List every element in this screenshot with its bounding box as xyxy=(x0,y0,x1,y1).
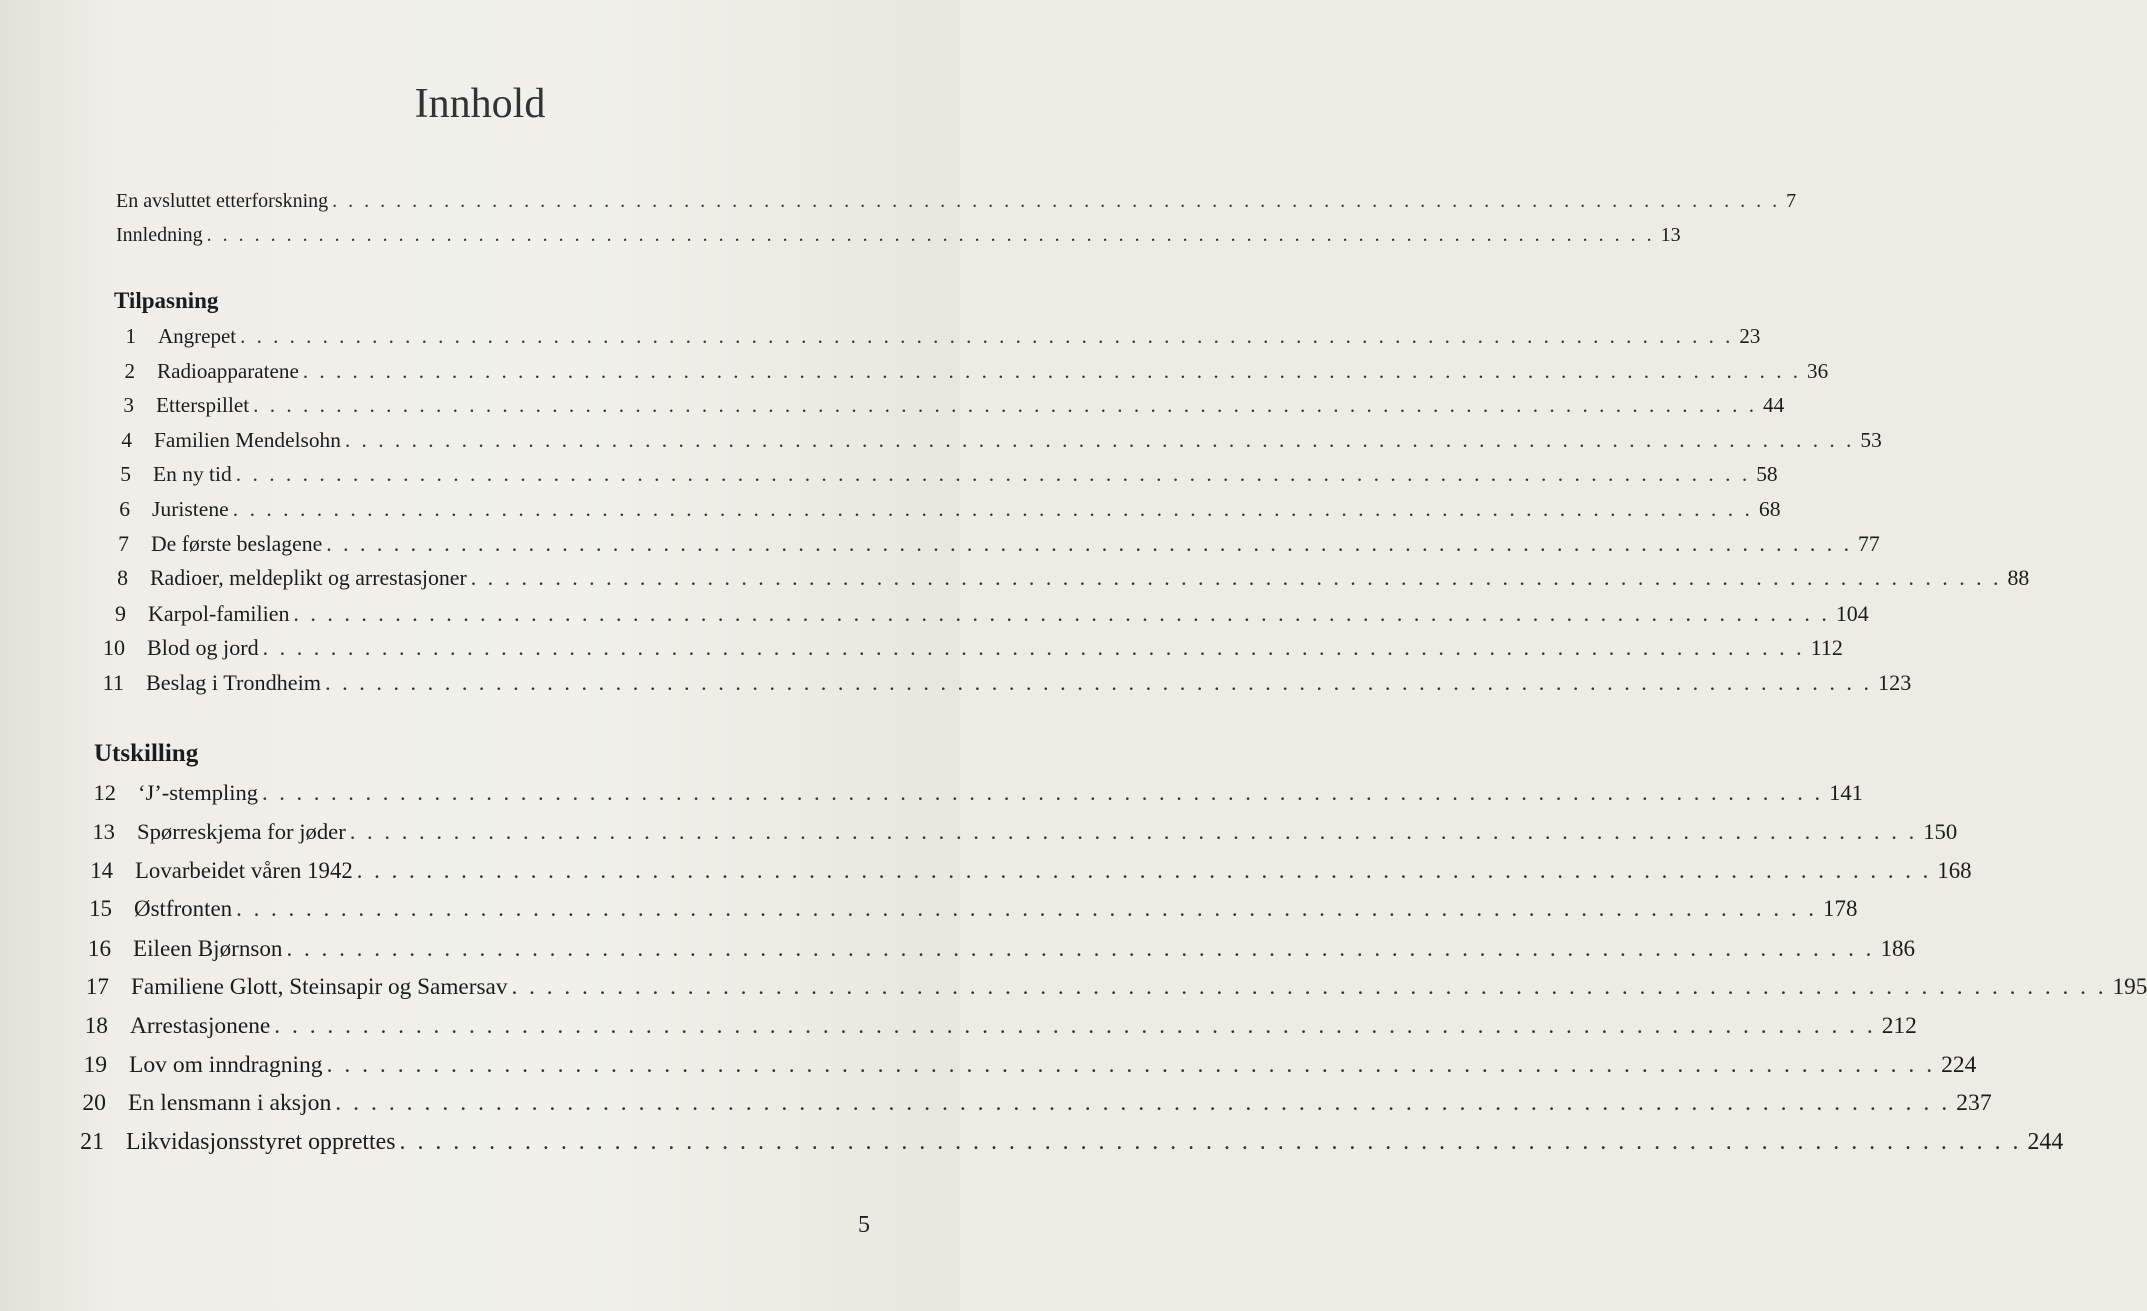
toc-entry xyxy=(84,600,1869,627)
dot-leader: . . . . . . . . . . . . . . . . . . . . . . . . . . . . . . . . . . . . . . . . . . . . . . . . . . . . . . . . . . . . . . . . . . . . . . . . . . . . . . . . . . . . . . . . . . . xyxy=(326,1051,1936,1078)
chapter-number: 12 xyxy=(93,780,116,805)
entry-page-number: 186 xyxy=(1880,935,1916,962)
chapter-number: 8 xyxy=(117,566,128,591)
chapter-number: 1 xyxy=(125,324,136,348)
entry-title: Blod og jord xyxy=(147,635,259,661)
chapter-number: 11 xyxy=(102,670,124,695)
toc-entry xyxy=(88,497,1781,522)
dot-leader: . . . . . . . . . . . . . . . . . . . . . . . . . . . . . . . . . . . . . . . . . . . . . . . . . . . . . . . . . . . . . . . . . . . . . . . . . . . . . . . . . . . . . . . . . . . xyxy=(261,780,1824,805)
entry-title: Juristene xyxy=(152,497,229,521)
entry-page-number: 77 xyxy=(1858,531,1880,556)
entry-title: Østfronten xyxy=(134,896,233,922)
toc-entry xyxy=(83,857,1972,884)
toc-entry xyxy=(78,1012,1917,1040)
entry-title: Karpol-familien xyxy=(148,600,290,626)
entry-page-number: 244 xyxy=(2027,1129,2064,1156)
entry-page-number: 68 xyxy=(1758,497,1781,521)
dot-leader: . . . . . . . . . . . . . . . . . . . . . . . . . . . . . . . . . . . . . . . . . . . . . . . . . . . . . . . . . . . . . . . . . . . . . . . . . . . . . . . . . . . . . . . . . . . xyxy=(356,857,1932,883)
entry-title: En lensmann i aksjon xyxy=(128,1090,332,1117)
dot-leader: . . . . . . . . . . . . . . . . . . . . . . . . . . . . . . . . . . . . . . . . . . . . . . . . . . . . . . . . . . . . . . . . . . . . . . . . . . . . . . . . . . . . . . . . . . . xyxy=(470,566,2002,591)
entry-title: En avsluttet etterforskning xyxy=(116,190,329,212)
toc-entry xyxy=(82,896,1858,922)
dot-leader: . . . . . . . . . . . . . . . . . . . . . . . . . . . . . . . . . . . . . . . . . . . . . . . . . . . . . . . . . . . . . . . . . . . . . . . . . . . . . . . . . . . . . . . . . . . xyxy=(302,358,1802,383)
section-heading-tilpasning: Tilpasning xyxy=(114,288,219,313)
entry-title: De første beslagene xyxy=(151,531,323,556)
entry-page-number: 88 xyxy=(2007,566,2030,591)
toc-entry xyxy=(83,635,1843,661)
entry-page-number: 123 xyxy=(1878,670,1912,695)
toc-entry xyxy=(89,462,1778,487)
chapter-number: 17 xyxy=(85,974,109,1000)
chapter-number: 9 xyxy=(115,600,126,626)
chapter-number: 5 xyxy=(120,462,131,487)
dot-leader: . . . . . . . . . . . . . . . . . . . . . . . . . . . . . . . . . . . . . . . . . . . . . . . . . . . . . . . . . . . . . . . . . . . . . . . . . . . . . . . . . . . . . . . . . . . xyxy=(235,462,1751,487)
chapter-number: 16 xyxy=(87,935,111,962)
chapter-number: 13 xyxy=(92,818,115,844)
entry-page-number: 224 xyxy=(1941,1051,1977,1078)
entry-page-number: 178 xyxy=(1823,896,1858,922)
entry-page-number: 168 xyxy=(1937,857,1972,883)
entry-page-number: 44 xyxy=(1763,393,1785,418)
entry-page-number: 212 xyxy=(1881,1012,1917,1039)
chapter-number: 2 xyxy=(124,358,135,383)
toc-entry xyxy=(86,566,2030,591)
entry-page-number: 36 xyxy=(1807,358,1829,383)
entry-page-number: 7 xyxy=(1786,190,1797,212)
dot-leader: . . . . . . . . . . . . . . . . . . . . . . . . . . . . . . . . . . . . . . . . . . . . . . . . . . . . . . . . . . . . . . . . . . . . . . . . . . . . . . . . . . . . . . . . . . . xyxy=(274,1012,1876,1039)
entry-title: Lovarbeidet våren 1942 xyxy=(135,857,353,883)
chapter-number: 18 xyxy=(84,1012,108,1039)
chapter-number: 4 xyxy=(121,427,132,452)
chapter-number: 14 xyxy=(90,857,113,883)
entry-page-number: 58 xyxy=(1756,462,1778,487)
toc-entry xyxy=(76,1090,1992,1117)
chapter-number: 10 xyxy=(102,635,125,661)
dot-leader: . . . . . . . . . . . . . . . . . . . . . . . . . . . . . . . . . . . . . . . . . . . . . . . . . . . . . . . . . . . . . . . . . . . . . . . . . . . . . . . . . . . . . . . . . . . xyxy=(325,670,1873,695)
toc-entry xyxy=(93,358,1829,384)
chapter-number: 3 xyxy=(123,393,134,418)
entry-page-number: 23 xyxy=(1739,324,1761,348)
toc-entry xyxy=(94,324,1761,349)
entry-title: Innledning xyxy=(116,224,203,246)
dot-leader: . . . . . . . . . . . . . . . . . . . . . . . . . . . . . . . . . . . . . . . . . . . . . . . . . . . . . . . . . . . . . . . . . . . . . . . . . . . . . . . . . . . . . . . . . . . xyxy=(262,635,1805,661)
chapter-number: 7 xyxy=(118,531,129,556)
dot-leader: . . . . . . . . . . . . . . . . . . . . . . . . . . . . . . . . . . . . . . . . . . . . . . . . . . . . . . . . . . . . . . . . . . . . . . . . . . . . . . . . . . . . . . . . . . . xyxy=(240,324,1734,348)
toc-entry xyxy=(90,427,1882,453)
toc-entry xyxy=(92,393,1785,418)
chapter-number: 15 xyxy=(89,896,112,922)
dot-leader: . . . . . . . . . . . . . . . . . . . . . . . . . . . . . . . . . . . . . . . . . . . . . . . . . . . . . . . . . . . . . . . . . . . . . . . . . . . . . . . . . . . . . . . . . . . xyxy=(349,818,1918,844)
dot-leader: . . . . . . . . . . . . . . . . . . . . . . . . . . . . . . . . . . . . . . . . . . . . . . . . . . . . . . . . . . . . . . . . . . . . . . . . . . . . . . . . . . . . . . . . . . . xyxy=(399,1129,2022,1156)
entry-title: ‘J’-stempling xyxy=(138,780,258,805)
entry-page-number: 237 xyxy=(1956,1090,1992,1117)
dot-leader: . . . . . . . . . . . . . . . . . . . . . . . . . . . . . . . . . . . . . . . . . . . . . . . . . . . . . . . . . . . . . . . . . . . . . . . . . . . . . . . . . . . . . . . . . . . xyxy=(332,190,1781,212)
entry-title: Familiene Glott, Steinsapir og Samersav xyxy=(131,974,508,1000)
toc-entry xyxy=(82,670,1912,696)
entry-title: Radioapparatene xyxy=(157,358,299,383)
entry-title: Likvidasjonsstyret opprettes xyxy=(126,1129,396,1156)
entry-title: Radioer, meldeplikt og arrestasjoner xyxy=(150,566,467,591)
entry-title: Spørreskjema for jøder xyxy=(137,818,346,844)
section-heading-utskilling: Utskilling xyxy=(94,740,199,767)
toc-entry-front xyxy=(116,224,1681,247)
dot-leader: . . . . . . . . . . . . . . . . . . . . . . . . . . . . . . . . . . . . . . . . . . . . . . . . . . . . . . . . . . . . . . . . . . . . . . . . . . . . . . . . . . . . . . . . . . . xyxy=(232,497,1753,521)
dot-leader: . . . . . . . . . . . . . . . . . . . . . . . . . . . . . . . . . . . . . . . . . . . . . . . . . . . . . . . . . . . . . . . . . . . . . . . . . . . . . . . . . . . . . . . . . . . xyxy=(344,427,1855,452)
entry-title: Beslag i Trondheim xyxy=(146,670,322,695)
toc-entry xyxy=(85,818,1958,845)
dot-leader: . . . . . . . . . . . . . . . . . . . . . . . . . . . . . . . . . . . . . . . . . . . . . . . . . . . . . . . . . . . . . . . . . . . . . . . . . . . . . . . . . . . . . . . . . . . xyxy=(293,600,1830,626)
toc-entry xyxy=(86,780,1863,806)
entry-page-number: 104 xyxy=(1835,600,1869,626)
entry-title: Eileen Bjørnson xyxy=(133,935,283,962)
entry-page-number: 195 xyxy=(2112,974,2147,1000)
page-title: Innhold xyxy=(414,81,546,127)
entry-page-number: 53 xyxy=(1860,427,1882,452)
entry-page-number: 13 xyxy=(1660,224,1681,246)
entry-title: Etterspillet xyxy=(156,393,250,418)
page-number: 5 xyxy=(858,1212,870,1238)
toc-entry xyxy=(81,935,1916,962)
chapter-number: 20 xyxy=(82,1090,106,1117)
toc-entry xyxy=(79,974,2147,1001)
entry-page-number: 141 xyxy=(1829,780,1863,805)
dot-leader: . . . . . . . . . . . . . . . . . . . . . . . . . . . . . . . . . . . . . . . . . . . . . . . . . . . . . . . . . . . . . . . . . . . . . . . . . . . . . . . . . . . . . . . . . . . xyxy=(253,393,1758,418)
entry-page-number: 112 xyxy=(1810,635,1843,661)
toc-entry-front xyxy=(116,190,1797,213)
dot-leader: . . . . . . . . . . . . . . . . . . . . . . . . . . . . . . . . . . . . . . . . . . . . . . . . . . . . . . . . . . . . . . . . . . . . . . . . . . . . . . . . . . . . . . . . . . . xyxy=(335,1090,1951,1117)
dot-leader: . . . . . . . . . . . . . . . . . . . . . . . . . . . . . . . . . . . . . . . . . . . . . . . . . . . . . . . . . . . . . . . . . . . . . . . . . . . . . . . . . . . . . . . . . . . xyxy=(511,974,2107,1000)
toc-entry xyxy=(74,1129,2064,1156)
entry-title: Angrepet xyxy=(158,324,237,348)
entry-page-number: 150 xyxy=(1923,818,1958,844)
entry-title: En ny tid xyxy=(153,462,232,487)
entry-title: Arrestasjonene xyxy=(130,1012,271,1039)
entry-title: Familien Mendelsohn xyxy=(154,427,341,452)
chapter-number: 6 xyxy=(119,497,130,521)
dot-leader: . . . . . . . . . . . . . . . . . . . . . . . . . . . . . . . . . . . . . . . . . . . . . . . . . . . . . . . . . . . . . . . . . . . . . . . . . . . . . . . . . . . . . . . . . . . xyxy=(326,531,1853,556)
dot-leader: . . . . . . . . . . . . . . . . . . . . . . . . . . . . . . . . . . . . . . . . . . . . . . . . . . . . . . . . . . . . . . . . . . . . . . . . . . . . . . . . . . . . . . . . . . . xyxy=(206,224,1655,246)
entry-title: Lov om inndragning xyxy=(129,1051,323,1078)
dot-leader: . . . . . . . . . . . . . . . . . . . . . . . . . . . . . . . . . . . . . . . . . . . . . . . . . . . . . . . . . . . . . . . . . . . . . . . . . . . . . . . . . . . . . . . . . . . xyxy=(236,896,1818,922)
chapter-number: 19 xyxy=(83,1051,107,1078)
dot-leader: . . . . . . . . . . . . . . . . . . . . . . . . . . . . . . . . . . . . . . . . . . . . . . . . . . . . . . . . . . . . . . . . . . . . . . . . . . . . . . . . . . . . . . . . . . . xyxy=(286,935,1875,962)
toc-entry xyxy=(77,1051,1977,1079)
chapter-number: 21 xyxy=(80,1129,104,1156)
toc-entry xyxy=(87,531,1880,557)
